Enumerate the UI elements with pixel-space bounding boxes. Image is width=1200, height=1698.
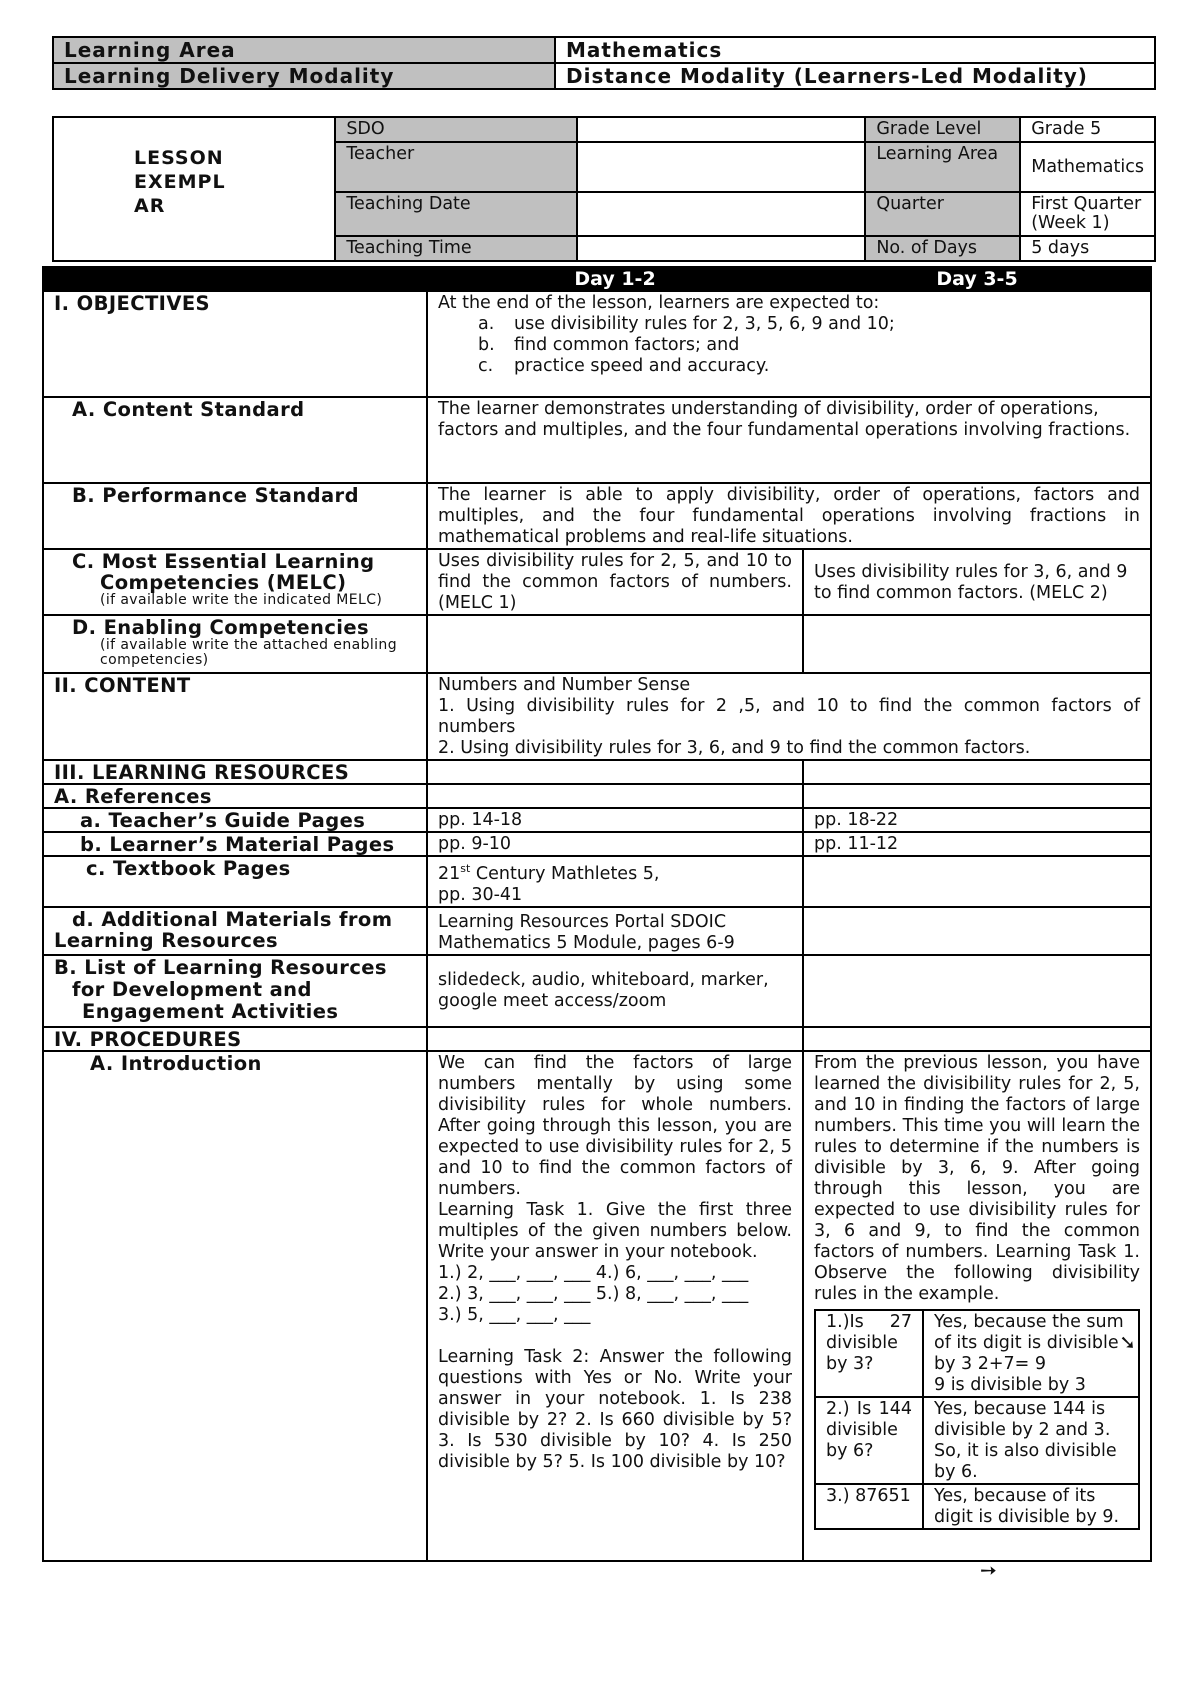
info-learning-area-label: Learning Area: [865, 142, 1020, 192]
textbook-label: c. Textbook Pages: [43, 856, 427, 907]
procedures-day12: [427, 1027, 803, 1051]
content-label: II. CONTENT: [43, 673, 427, 760]
days-value: 5 days: [1020, 236, 1155, 261]
references-day35: [803, 784, 1151, 808]
resources-day35: [803, 760, 1151, 784]
content-standard-label: A. Content Standard: [43, 397, 427, 483]
resources-day12: [427, 760, 803, 784]
teachers-guide-label: a. Teacher’s Guide Pages: [43, 808, 427, 832]
enabling-day35: [803, 615, 1151, 673]
grade-level-label: Grade Level: [865, 117, 1020, 142]
list-resources-day12: slidedeck, audio, whiteboard, marker, google meet access/zoom: [427, 955, 803, 1027]
content-text: Numbers and Number Sense 1. Using divisibility rules for 2 ,5, and 10 to find the common factors of numbers 2. Using divisibility rules for 3, 6, and 9 to find the common factors.: [427, 673, 1151, 760]
melc-day12: Uses divisibility rules for 2, 5, and 10 to find the common factors of numbers.(MELC 1): [427, 549, 803, 615]
teaching-date-value: [577, 192, 866, 236]
references-label: A. References: [43, 784, 427, 808]
teachers-guide-day35: pp. 18-22: [803, 808, 1151, 832]
teachers-guide-day12: pp. 14-18: [427, 808, 803, 832]
list-resources-label: B. List of Learning Resources for Development and Engagement Activities: [43, 955, 427, 1027]
performance-standard-label: B. Performance Standard: [43, 483, 427, 549]
introduction-day35: From the previous lesson, you have learned the divisibility rules for 2, 5, and 10 in finding the factors of large numbers. This time you will learn the rules to determine if the numbers is divisible by 3, 6, 9. After going through this lesson, you are expected to use divisibility rules for 3, 6 and 9, to find the common factors of numbers. Learning Task 1. Observe the following divisibility rules in the example. 1.)Is 27 divisible by 3? Yes, because the sum of its digit is divisible by 3 2+7= 9 9 is divisible by 3 2.) Is 144 divisible by 6? Yes, because 144 is divisible by 2 and 3. So, it is also divisible by 6. 3.) 87651 Yes, because of its digit is divisible by 9. ➘: [803, 1051, 1151, 1561]
teacher-label: Teacher: [335, 142, 576, 192]
objectives-intro: At the end of the lesson, learners are expected to:: [438, 293, 880, 313]
textbook-day35: [803, 856, 1151, 907]
objective-item: c. practice speed and accuracy.: [478, 356, 770, 376]
objective-item: a. use divisibility rules for 2, 3, 5, 6, 9 and 10;: [478, 314, 895, 334]
objectives-cell: [427, 291, 1151, 397]
teaching-date-label: Teaching Date: [335, 192, 576, 236]
sdo-label: SDO: [335, 117, 576, 142]
textbook-day12: 21st Century Mathletes 5, pp. 30-41: [427, 856, 803, 907]
melc-label: C. Most Essential Learning Competencies (MELC) (if available write the indicated MELC): [43, 549, 427, 615]
grade-level-value: Grade 5: [1020, 117, 1155, 142]
examples-table: [814, 1309, 1140, 1530]
quarter-label: Quarter: [865, 192, 1020, 236]
day35-header: Day 3-5: [803, 267, 1151, 291]
quarter-value: First Quarter (Week 1): [1020, 192, 1155, 236]
teacher-value: [577, 142, 866, 192]
lesson-exemplar-title: LESSON EXEMPL AR: [53, 117, 335, 261]
modality-label: Learning Delivery Modality: [53, 63, 555, 89]
melc-day35: Uses divisibility rules for 3, 6, and 9 to find common factors. (MELC 2): [803, 549, 1151, 615]
arrow-icon: ➘: [1119, 1329, 1136, 1354]
list-resources-day35: [803, 955, 1151, 1027]
resources-label: III. LEARNING RESOURCES: [43, 760, 427, 784]
enabling-day12: [427, 615, 803, 673]
teaching-time-value: [577, 236, 866, 261]
info-learning-area-value: Mathematics: [1020, 142, 1155, 192]
example-row: 2.) Is 144 divisible by 6? Yes, because 144 is divisible by 2 and 3. So, it is also divisible by 6.: [815, 1397, 1139, 1484]
day12-header: Day 1-2: [427, 267, 803, 291]
arrow-icon: ➙: [980, 1558, 997, 1582]
content-standard-text: The learner demonstrates understanding of divisibility, order of operations, factors and multiples, and the four fundamental operations involving fractions.: [427, 397, 1151, 483]
lesson-plan-table: [42, 266, 1152, 1562]
procedures-label: IV. PROCEDURES: [43, 1027, 427, 1051]
introduction-label: A. Introduction: [43, 1051, 427, 1561]
header-table: [52, 36, 1156, 90]
example-row: 1.)Is 27 divisible by 3? Yes, because the sum of its digit is divisible by 3 2+7= 9 9 is divisible by 3: [815, 1310, 1139, 1397]
procedures-day35: [803, 1027, 1151, 1051]
learning-area-value: Mathematics: [555, 37, 1155, 63]
objective-item: b. find common factors; and: [478, 335, 740, 355]
lesson-info-table: [52, 116, 1156, 262]
objectives-list: [438, 314, 1140, 377]
additional-materials-label: d. Additional Materials from Learning Resources: [43, 907, 427, 955]
learning-area-label: Learning Area: [53, 37, 555, 63]
header-blank: [43, 267, 427, 291]
additional-materials-day12: Learning Resources Portal SDOIC Mathematics 5 Module, pages 6-9: [427, 907, 803, 955]
references-day12: [427, 784, 803, 808]
modality-value: Distance Modality (Learners-Led Modality): [555, 63, 1155, 89]
teaching-time-label: Teaching Time: [335, 236, 576, 261]
enabling-label: D. Enabling Competencies (if available write the attached enabling competencies): [43, 615, 427, 673]
introduction-day12: We can find the factors of large numbers mentally by using some divisibility rules for whole numbers. After going through this lesson, you are expected to use divisibility rules for 2, 5 and 10 to find the common factors of numbers. Learning Task 1. Give the first three multiples of the given numbers below. Write your answer in your notebook. 1.) 2, ___, ___, ___ 4.) 6, ___, ___, ___ 2.) 3, ___, ___, ___ 5.) 8, ___, ___, ___ 3.) 5, ___, ___, ___ Learning Task 2: Answer the following questions with Yes or No. Write your answer in your notebook. 1. Is 238 divisible by 2? 2. Is 660 divisible by 5? 3. Is 530 divisible by 10? 4. Is 250 divisible by 5? 5. Is 100 divisible by 10?: [427, 1051, 803, 1561]
sdo-value: [577, 117, 866, 142]
days-label: No. of Days: [865, 236, 1020, 261]
learners-material-day12: pp. 9-10: [427, 832, 803, 856]
additional-materials-day35: [803, 907, 1151, 955]
performance-standard-text: The learner is able to apply divisibility, order of operations, factors and multiples, and the four fundamental operations involving fractions in mathematical problems and real-life situations.: [427, 483, 1151, 549]
learners-material-day35: pp. 11-12: [803, 832, 1151, 856]
objectives-label: I. OBJECTIVES: [43, 291, 427, 397]
example-row: 3.) 87651 Yes, because of its digit is divisible by 9.: [815, 1484, 1139, 1529]
learners-material-label: b. Learner’s Material Pages: [43, 832, 427, 856]
